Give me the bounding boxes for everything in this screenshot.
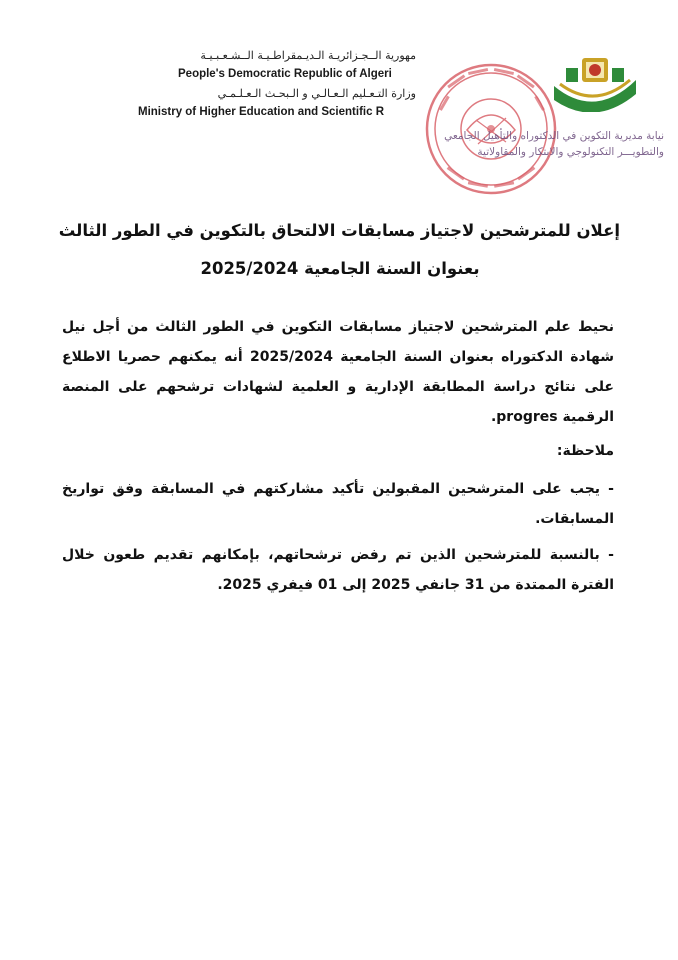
letterhead-ministry-english: Ministry of Higher Education and Scientific R — [138, 106, 384, 118]
stamp-caption — [428, 128, 664, 160]
title-line-1: إعلان للمترشحين لاجتياز مسابقات الالتحاق بالتكوين في الطور الثالث — [58, 221, 620, 240]
institution-logo — [552, 50, 638, 112]
letterhead-country-english: People's Democratic Republic of Algeri — [178, 68, 392, 80]
title-line-2: بعنوان السنة الجامعية 2025/2024 — [200, 259, 480, 278]
letterhead — [138, 46, 416, 122]
stamp-caption-line1: نيابة مديرية التكوين في الدكتوراه والتأهيل الجامعي — [444, 130, 664, 142]
letterhead-ministry-arabic: وزارة التـعـليم الـعـالـي و الـبحـث الـعـلـمـي — [217, 87, 416, 100]
stamp-caption-line2: والتطويـــر التكنولوجي والابتكار والمقاولاتية — [477, 146, 664, 158]
note-label: ملاحظة: — [556, 443, 614, 459]
announcement-title — [60, 212, 620, 288]
note-item-appeals: - بالنسبة للمترشحين الذين تم رفض ترشحاتهم، بإمكانهم تقديم طعون خلال الفترة الممتدة من 31 جانفي 2025 إلى 01 فيفري 2025. — [62, 547, 614, 593]
announcement-body — [62, 312, 614, 600]
main-paragraph: نحيط علم المترشحين لاجتياز مسابقات التكوين في الطور الثالث من أجل نيل شهادة الدكتوراه بعنوان السنة الجامعية 2025/2024 أنه يمكنهم حصريا الاطلاع على نتائج دراسة المطابقة الإدارية و العلمية لشهادات ترشحهم على المنصة الرقمية progres. — [62, 319, 614, 425]
letterhead-country-arabic: مهورية الــجـزائريـة الـديـمقراطـيـة الــشـعـبـيـة — [200, 49, 416, 62]
note-item-confirm-participation: - يجب على المترشحين المقبولين تأكيد مشاركتهم في المسابقة وفق تواريخ المسابقات. — [62, 481, 614, 527]
